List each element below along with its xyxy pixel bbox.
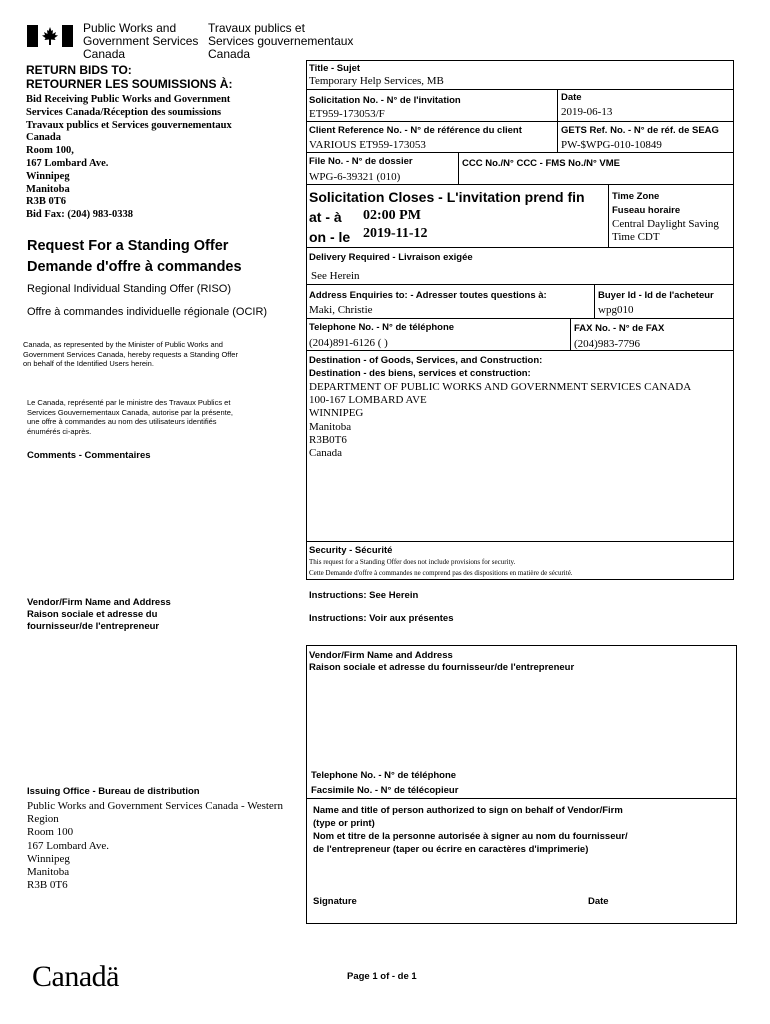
delivery-value: See Herein bbox=[311, 270, 360, 282]
destination-label: Destination - of Goods, Services, and Construction: Destination - des biens, services et construction: bbox=[309, 355, 543, 379]
gets-reference-value: PW-$WPG-010-10849 bbox=[561, 139, 662, 151]
fax-label: FAX No. - N° de FAX bbox=[574, 323, 665, 334]
signature-date-label: Date bbox=[588, 896, 609, 907]
closing-date-label: on - le bbox=[309, 229, 351, 245]
document-title: Request For a Standing Offer Demande d'offre à commandes bbox=[27, 238, 242, 275]
maple-leaf-icon bbox=[40, 26, 60, 46]
destination-address: DEPARTMENT OF PUBLIC WORKS AND GOVERNMENT SERVICES CANADA 100-167 LOMBARD AVE WINNIPEG Manitoba R3B0T6 Canada bbox=[309, 381, 692, 460]
telephone-label: Telephone No. - N° de téléphone bbox=[309, 322, 455, 333]
canada-wordmark: Canadä bbox=[32, 960, 119, 993]
issuing-office-address: Public Works and Government Services Canada - Western Region Room 100 167 Lombard Ave. Winnipeg Manitoba R3B 0T6 bbox=[27, 800, 283, 892]
vendor-box-label: Vendor/Firm Name and Address Raison sociale et adresse du fournisseur/de l'entrepreneur bbox=[309, 650, 575, 673]
date-value: 2019-06-13 bbox=[561, 106, 613, 118]
fax-value: (204)983-7796 bbox=[574, 338, 640, 350]
client-reference-value: VARIOUS ET959-173053 bbox=[309, 139, 426, 151]
department-name-en: Public Works and Government Services Canada bbox=[83, 21, 199, 61]
gets-reference-label: GETS Ref. No. - N° de réf. de SEAG bbox=[561, 125, 719, 136]
solicitation-label: Solicitation No. - N° de l'invitation bbox=[309, 95, 461, 106]
solicitation-closes-title: Solicitation Closes - L'invitation prend fin bbox=[309, 189, 585, 205]
time-zone-value: Central Daylight Saving Time CDT bbox=[612, 218, 719, 243]
instructions-fr: Instructions: Voir aux présentes bbox=[309, 613, 454, 624]
security-text-fr: Cette Demande d'offre à commandes ne comprend pas des dispositions en matière de sécurité. bbox=[309, 569, 573, 577]
authorized-signer-label: Name and title of person authorized to sign on behalf of Vendor/Firm (type or print) Nom et titre de la personne autorisée à signer au nom du fournisseur/ de l'entrepreneur (taper ou écrire en caractères d'imprimerie) bbox=[313, 805, 628, 855]
time-zone-label: Time Zone Fuseau horaire bbox=[612, 191, 681, 216]
vendor-name-label: Vendor/Firm Name and Address Raison sociale et adresse du fournisseur/de l'entrepreneur bbox=[27, 597, 171, 632]
file-number-value: WPG-6-39321 (010) bbox=[309, 171, 401, 183]
security-label: Security - Sécurité bbox=[309, 545, 393, 556]
closing-time-value: 02:00 PM bbox=[363, 208, 421, 223]
address-enquiries-value: Maki, Christie bbox=[309, 304, 373, 316]
file-number-label: File No. - N° de dossier bbox=[309, 156, 413, 167]
signature-label: Signature bbox=[313, 896, 357, 907]
issuing-office-label: Issuing Office - Bureau de distribution bbox=[27, 786, 200, 797]
comments-label: Comments - Commentaires bbox=[27, 450, 151, 461]
client-reference-label: Client Reference No. - N° de référence du client bbox=[309, 125, 522, 136]
vendor-telephone-label: Telephone No. - N° de téléphone bbox=[311, 770, 457, 781]
buyer-id-value: wpg010 bbox=[598, 304, 634, 316]
request-paragraph-en: Canada, as represented by the Minister of Public Works and Government Services Canada, hereby requests a Standing Offer on behalf of the Identified Users herein. bbox=[23, 340, 238, 368]
closing-time-label: at - à bbox=[309, 209, 342, 225]
ocir-label: Offre à commandes individuelle régionale (OCIR) bbox=[27, 306, 268, 318]
address-enquiries-label: Address Enquiries to: - Adresser toutes questions à: bbox=[309, 290, 547, 301]
vendor-facsimile-label: Facsimile No. - N° de télécopieur bbox=[311, 785, 459, 796]
title-label: Title - Sujet bbox=[309, 63, 361, 74]
bid-receiving-address: Bid Receiving Public Works and Government Services Canada/Réception des soumissions Travaux publics et Services gouvernementaux Canada Room 100, 167 Lombard Ave. Winnipeg Manitoba R3B 0T6 Bid Fax: (204) 983-0338 bbox=[26, 94, 232, 221]
request-paragraph-fr: Le Canada, représenté par le ministre des Travaux Publics et Services Gouvernementaux Canada, autorise par la présente, une offre à commandes au nom des utilisateurs identifiés énumérés ci-après. bbox=[27, 398, 233, 436]
telephone-value: (204)891-6126 ( ) bbox=[309, 337, 388, 349]
date-label: Date bbox=[561, 92, 582, 103]
title-value: Temporary Help Services, MB bbox=[309, 75, 444, 87]
solicitation-value: ET959-173053/F bbox=[309, 108, 385, 120]
instructions-en: Instructions: See Herein bbox=[309, 590, 419, 601]
form-box bbox=[306, 60, 734, 580]
ccc-number-label: CCC No./N° CCC - FMS No./N° VME bbox=[462, 158, 621, 169]
return-bids-heading: RETURN BIDS TO: RETOURNER LES SOUMISSIONS À: bbox=[26, 63, 233, 91]
delivery-label: Delivery Required - Livraison exigée bbox=[309, 252, 473, 263]
department-name-fr: Travaux publics et Services gouvernementaux Canada bbox=[208, 21, 354, 61]
closing-date-value: 2019-11-12 bbox=[363, 226, 428, 241]
government-flag-logo bbox=[27, 25, 73, 47]
riso-label: Regional Individual Standing Offer (RISO) bbox=[27, 283, 232, 295]
security-text-en: This request for a Standing Offer does not include provisions for security. bbox=[309, 558, 516, 566]
page-number: Page 1 of - de 1 bbox=[347, 971, 417, 982]
buyer-id-label: Buyer Id - Id de l'acheteur bbox=[598, 290, 714, 301]
